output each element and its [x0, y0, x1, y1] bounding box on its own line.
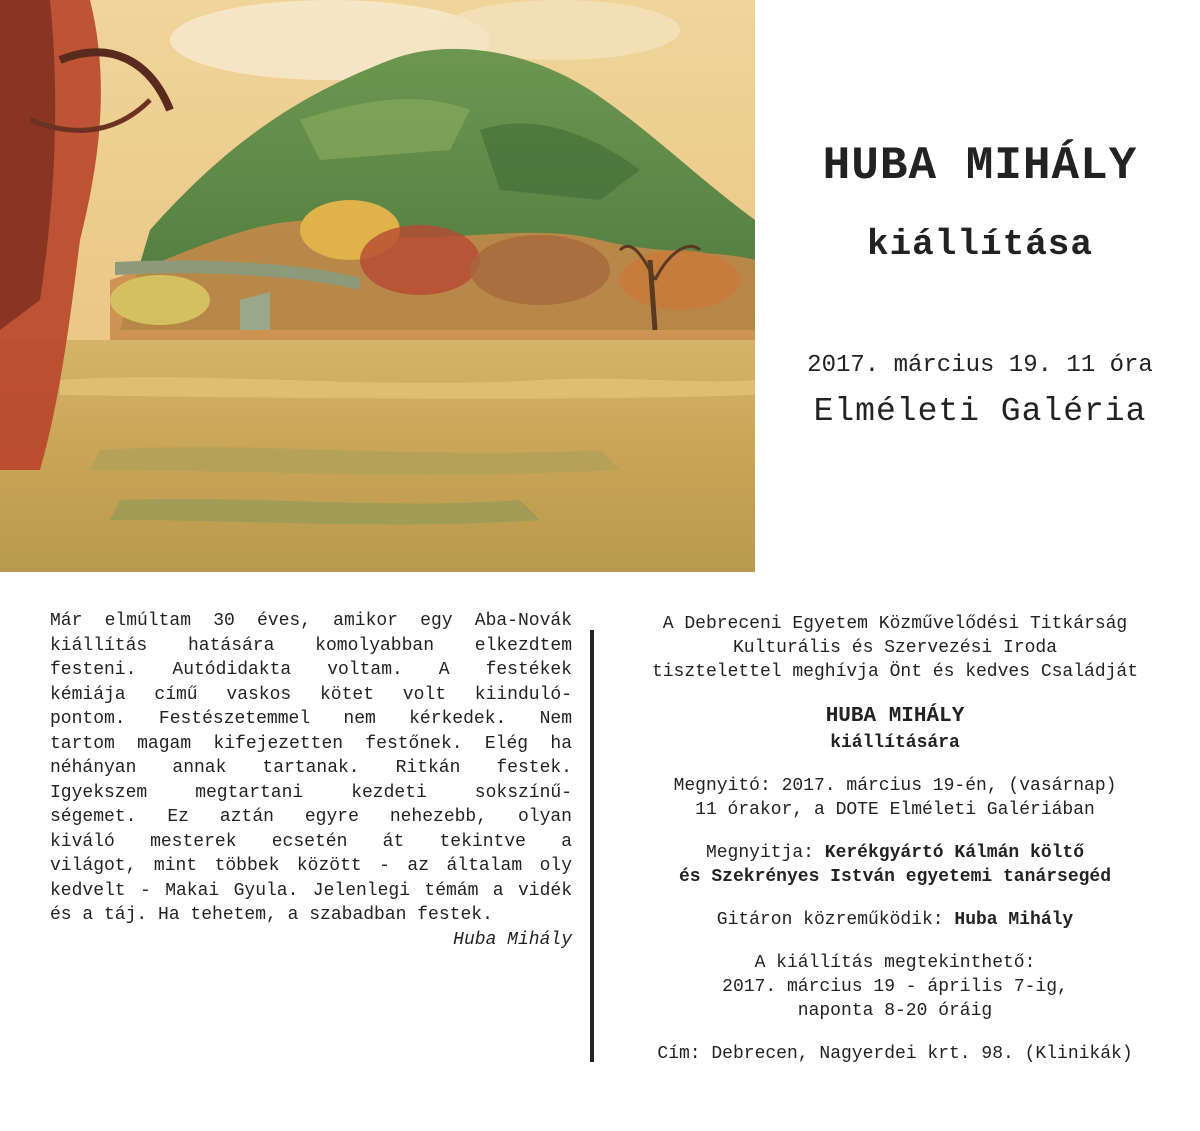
artist-paragraph	[600, 703, 1190, 755]
exhibition-subtitle: kiállítása	[866, 224, 1094, 265]
quote-line: világot, mint többek között - az általam oly	[50, 856, 572, 876]
organizer-line: A Debreceni Egyetem Közművelődési Titkárság	[662, 614, 1128, 634]
quote-line: kémiája című vaskos kötet volt kiinduló-	[50, 684, 572, 705]
opener-line	[600, 841, 1190, 865]
viewing-line: naponta 8-20 óráig	[797, 1001, 993, 1021]
quote-line: kiváló mesterek ecsetén át tekintve a	[50, 831, 572, 852]
address-paragraph	[600, 1042, 1190, 1066]
opening-line: Megnyitó: 2017. március 19-én, (vasárnap)	[673, 776, 1117, 796]
landscape-painting-image	[0, 0, 755, 572]
vertical-divider	[590, 630, 594, 1062]
opener-name: Kerékgyártó Kálmán költő	[824, 843, 1085, 863]
viewing-line: 2017. március 19 - április 7-ig,	[722, 977, 1068, 997]
guitar-label: Gitáron közreműködik:	[716, 910, 955, 930]
quote-line: és a táj. Ha tehetem, a szabadban festek.	[50, 905, 493, 925]
quote-line: Igyekszem megtartani kezdeti sokszínű-	[50, 782, 572, 803]
guitar-line	[600, 908, 1190, 932]
opener-line-2: és Szekrényes István egyetemi tanársegéd	[678, 867, 1112, 887]
artist-quote	[50, 609, 572, 952]
quote-line: néhányan annak tartanak. Ritkán festek.	[50, 758, 572, 778]
viewing-line: A kiállítás megtekinthető:	[754, 953, 1036, 973]
quote-line: Már elmúltam 30 éves, amikor egy Aba-Novák	[50, 611, 572, 631]
invitation-artist-name: HUBA MIHÁLY	[825, 705, 965, 728]
quote-signature: Huba Mihály	[453, 929, 572, 950]
event-date: 2017. március 19. 11 óra	[807, 352, 1153, 379]
landscape-painting	[0, 0, 755, 572]
quote-line: festeni. Autódidakta voltam. A festékek	[50, 660, 572, 680]
quote-line: tartom magam kifejezetten festőnek. Elég ha	[50, 733, 572, 754]
invitation-artist-sub: kiállítására	[830, 733, 960, 753]
opener-paragraph	[600, 841, 1190, 889]
address-line: Cím: Debrecen, Nagyerdei krt. 98. (Klinikák)	[657, 1044, 1133, 1064]
guitar-performer: Huba Mihály	[954, 910, 1074, 930]
organizer-line: tisztelettel meghívja Önt és kedves Családját	[651, 662, 1139, 682]
venue-name: Elméleti Galéria	[813, 393, 1147, 430]
organizer-paragraph	[600, 612, 1190, 684]
guitar-paragraph	[600, 908, 1190, 932]
opening-paragraph	[600, 774, 1190, 822]
opening-line: 11 órakor, a DOTE Elméleti Galériában	[695, 800, 1095, 820]
quote-line: kedvelt - Makai Gyula. Jelenlegi témám a vidék	[50, 880, 572, 901]
viewing-paragraph	[600, 951, 1190, 1023]
quote-line: kiállítás hatására komolyabban elkezdtem	[50, 635, 572, 656]
organizer-line: Kulturális és Szervezési Iroda	[732, 638, 1058, 658]
artist-name-title: HUBA MIHÁLY	[822, 140, 1138, 192]
invitation-block	[600, 612, 1190, 1085]
quote-line: ségemet. Ez aztán egyre nehezebb, olyan	[50, 807, 572, 827]
quote-line: pontom. Festészetemmel nem kérkedek. Nem	[50, 709, 572, 729]
opener-label: Megnyitja:	[705, 843, 825, 863]
title-block	[760, 0, 1200, 572]
